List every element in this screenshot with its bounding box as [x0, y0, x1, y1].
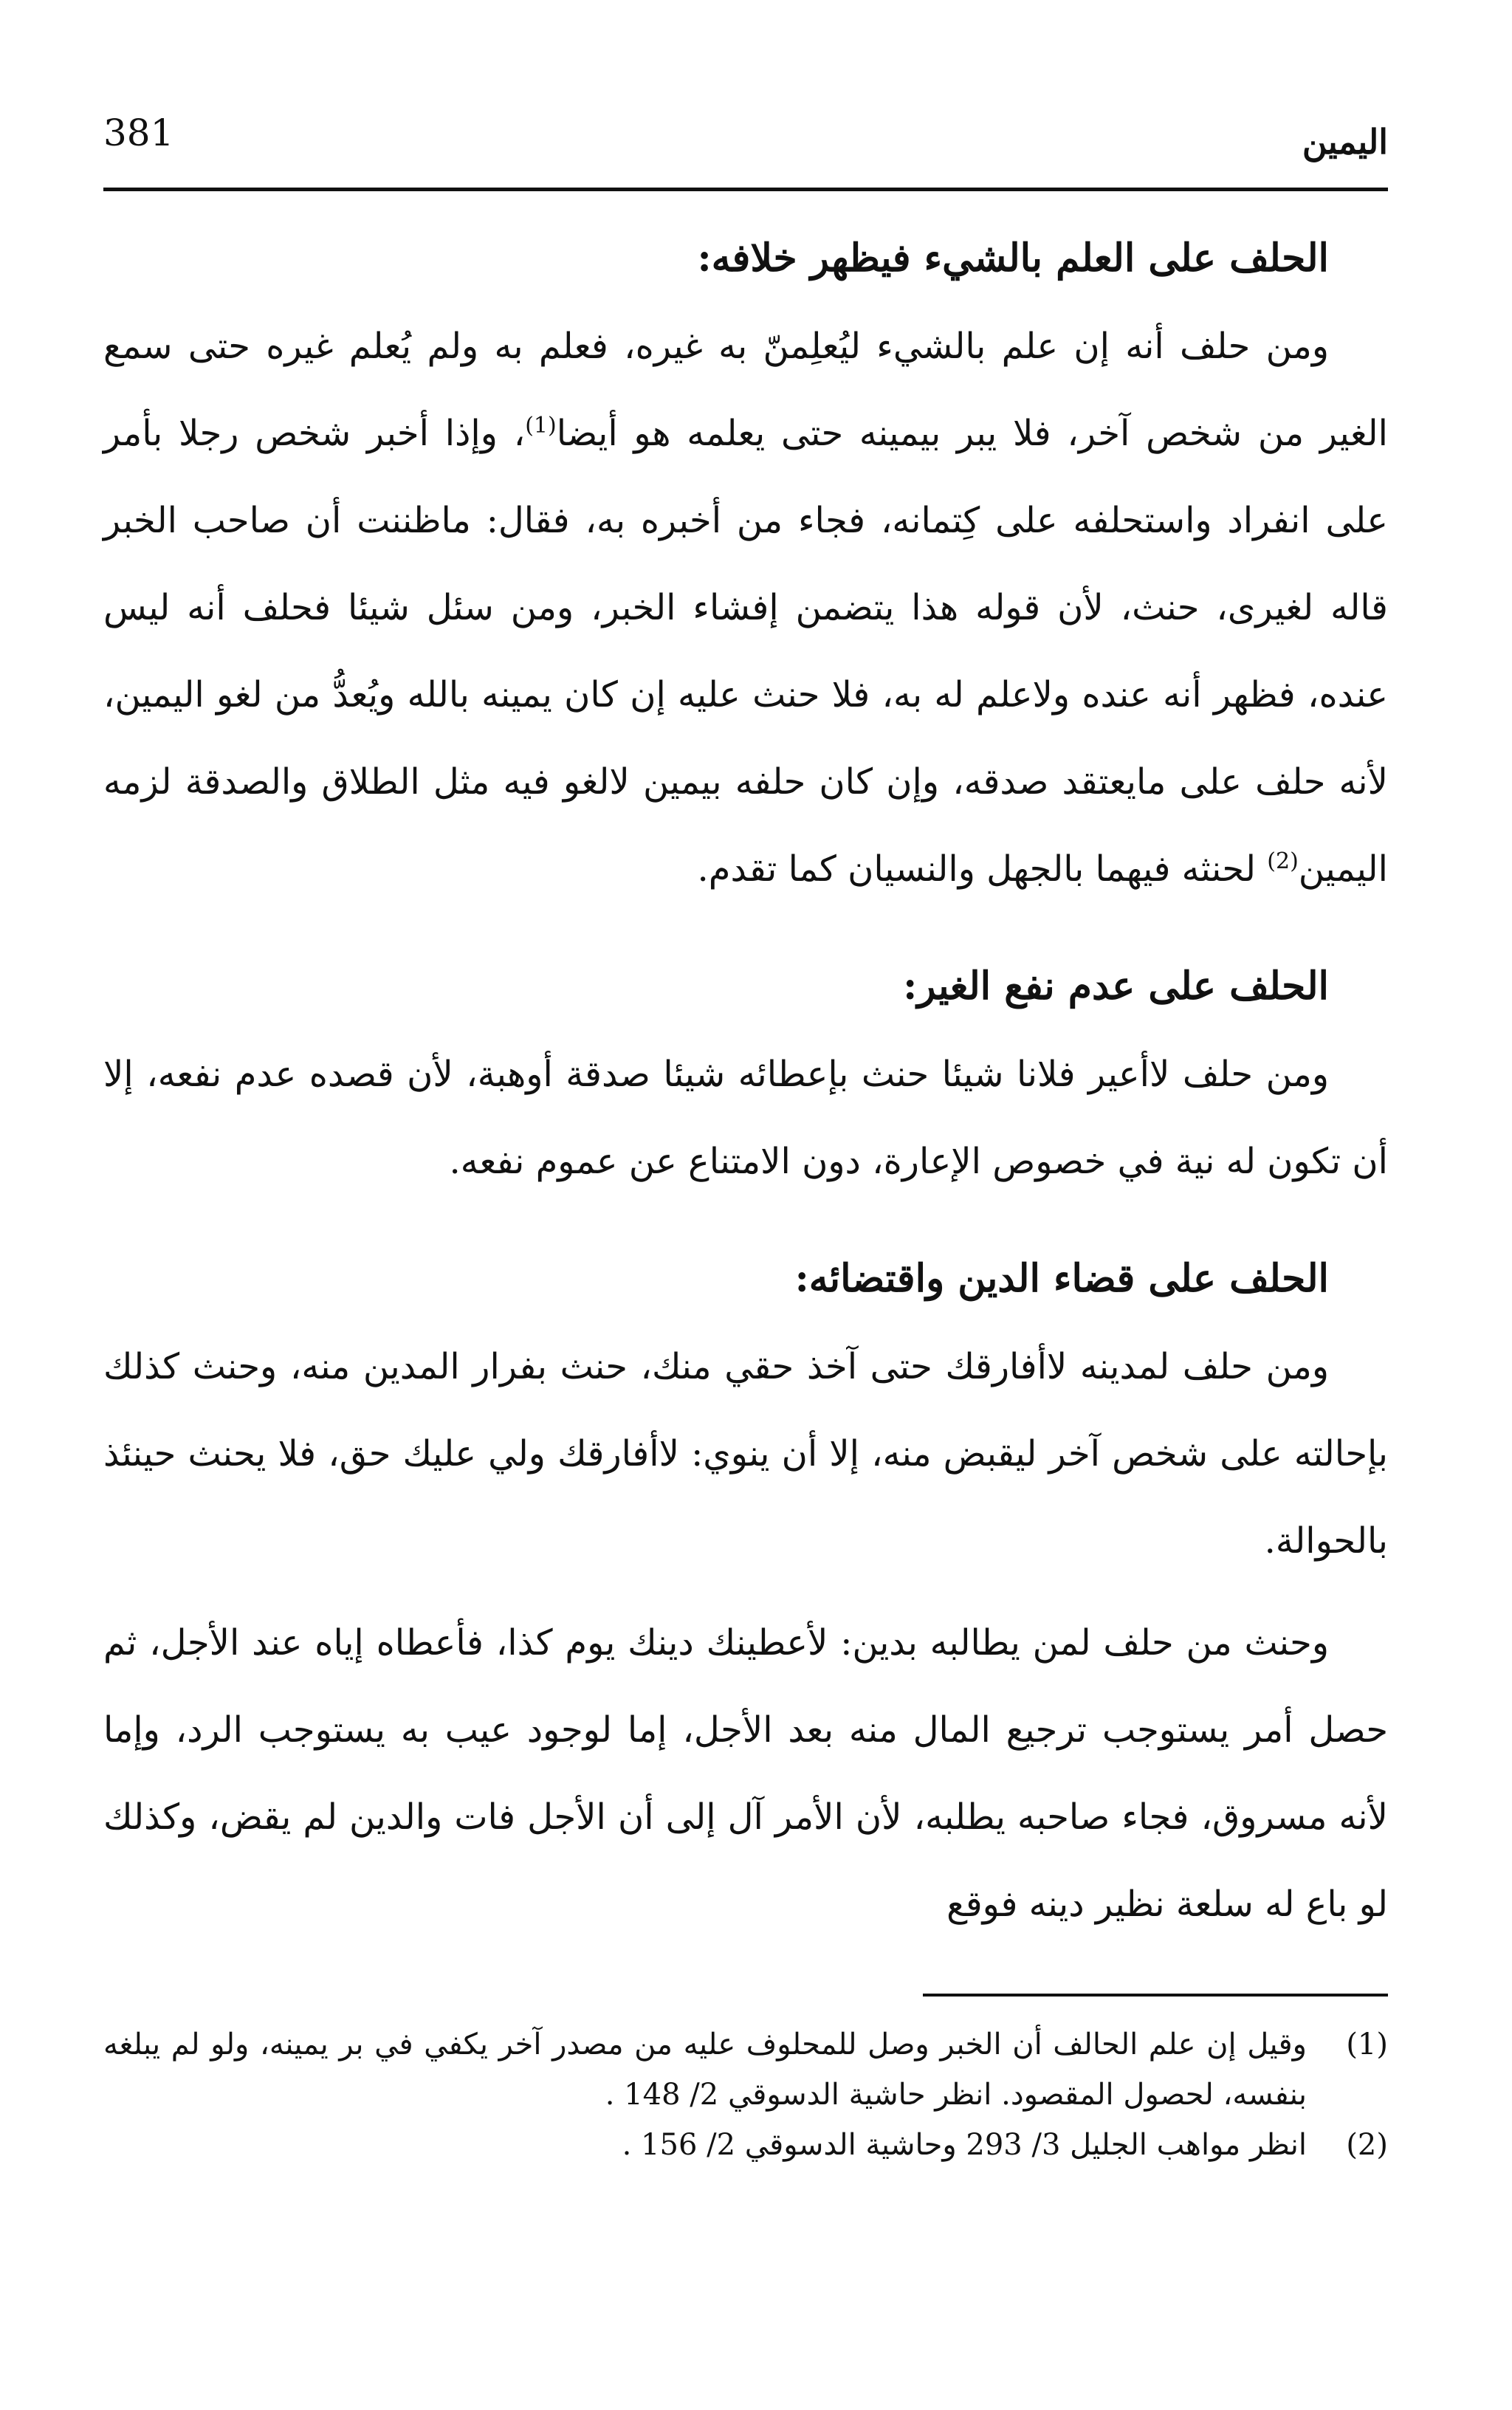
footnote-number: (1): [1346, 2028, 1388, 2061]
page-number: 381: [103, 111, 174, 154]
spacer: [103, 1205, 1388, 1235]
header-rule: [103, 188, 1388, 191]
footnote-text: انظر مواهب الجليل 3/ 293 وحاشية الدسوقي 2/ 156 .: [622, 2128, 1307, 2162]
spacer: [103, 1585, 1388, 1599]
paragraph-text: لحنثه فيهما بالجهل والنسيان كما تقدم.: [697, 848, 1268, 890]
footnote-text: وقيل إن علم الحالف أن الخبر وصل للمحلوف عليه من مصدر آخر يكفي في بر يمينه، ولو لم يبلغه بنفسه، لحصول المقصود. انظر حاشية الدسوقي 2/ 148 .: [103, 2028, 1307, 2112]
section-heading: الحلف على قضاء الدين واقتضائه:: [794, 1256, 1329, 1301]
footnotes: [103, 2019, 1388, 2170]
paragraph: [103, 303, 1388, 913]
paragraph-text: ومن حلف أنه إن علم بالشيء ليُعلِمنّ به غيره، فعلم به ولم يُعلم غيره حتى سمع الغير من شخص آخر، فلا يبر بيمينه حتى يعلمه هو أيضا: [103, 326, 1388, 454]
footnote: [103, 2120, 1388, 2170]
footnote-ref[interactable]: (2): [1267, 848, 1299, 874]
running-title: اليمين: [1302, 122, 1388, 162]
section-heading: الحلف على عدم نفع الغير:: [903, 964, 1329, 1009]
footnote-ref[interactable]: (1): [525, 413, 557, 439]
paragraph: ومن حلف لاأعير فلانا شيئا حنث بإعطائه شيئا صدقة أوهبة، لأن قصده عدم نفعه، إلا أن تكون له نية في خصوص الإعارة، دون الامتناع عن عموم نفعه.: [103, 1054, 1388, 1182]
page-body: [103, 214, 1388, 1948]
paragraph-text: ، وإذا أخبر شخص رجلا بأمر على انفراد واستحلفه على كِتمانه، فجاء من أخبره به، فقال: ماظننت أن صاحب الخبر قاله لغيرى، حنث، لأن قوله هذا يتضمن إفشاء الخبر، ومن سئل شيئا فحلف أنه ليس عنده، فظهر أنه عنده ولاعلم له به، فلا حنث عليه إن كان يمينه بالله ويُعدُّ من لغو اليمين، لأنه حلف على مايعتقد صدقه، وإن كان حلفه بيمين لالغو فيه مثل الطلاق والصدقة لزمه اليمين: [103, 413, 1389, 890]
paragraph: وحنث من حلف لمن يطالبه بدين: لأعطينك دينك يوم كذا، فأعطاه إياه عند الأجل، ثم حصل أمر يستوجب ترجيع المال منه بعد الأجل، إما لوجود عيب به يستوجب الرد، وإما لأنه مسروق، فجاء صاحبه يطلبه، لأن الأمر آل إلى أن الأجل فات والدين لم يقض، وكذلك لو باع له سلعة نظير دينه فوقع: [103, 1622, 1388, 1925]
footnote-number: (2): [1346, 2128, 1388, 2162]
footnote-rule: [923, 1994, 1388, 1997]
spacer: [103, 913, 1388, 942]
section-heading: الحلف على العلم بالشيء فيظهر خلافه:: [697, 236, 1329, 281]
footnote: [103, 2019, 1388, 2120]
page-header: [103, 100, 1388, 174]
paragraph: ومن حلف لمدينه لاأفارقك حتى آخذ حقي منك، حنث بفرار المدين منه، وحنث كذلك بإحالته على شخص آخر ليقبض منه، إلا أن ينوي: لاأفارقك ولي عليك حق، فلا يحنث حينئذ بالحوالة.: [103, 1346, 1388, 1562]
